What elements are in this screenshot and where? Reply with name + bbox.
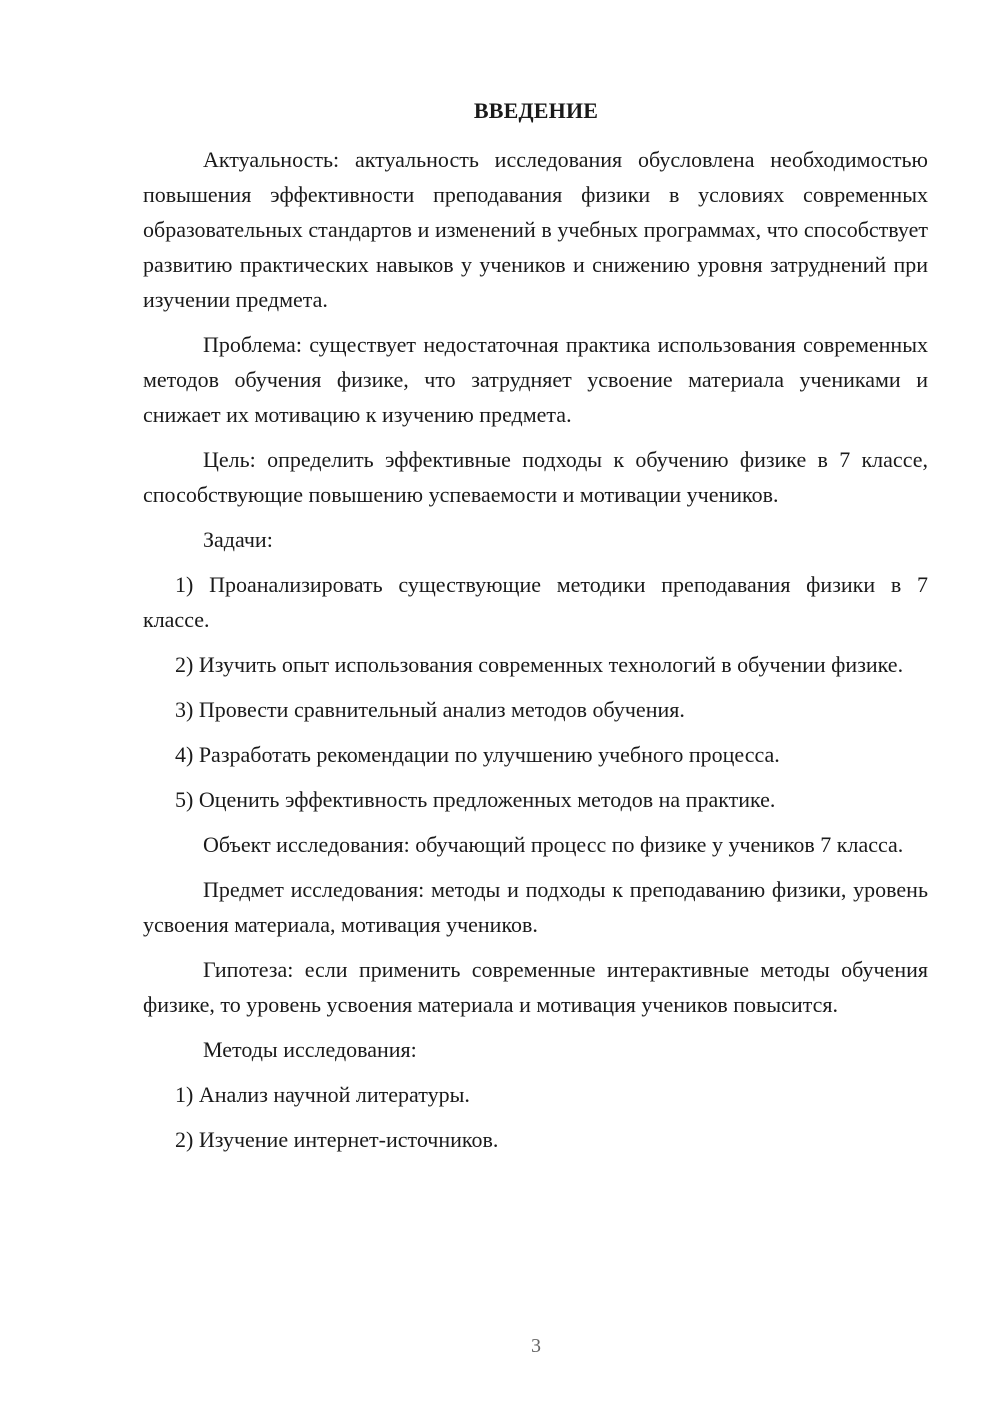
method-item: 1) Анализ научной литературы. bbox=[175, 1082, 470, 1107]
task-item: 5) Оценить эффективность предложенных методов на практике. bbox=[175, 787, 776, 812]
task-item: 3) Провести сравнительный анализ методов обучения. bbox=[175, 697, 685, 722]
task-item: 1) Проанализировать существующие методики преподавания физики в 7 классе. bbox=[143, 572, 928, 632]
hypothesis-paragraph: Гипотеза: если применить современные интерактивные методы обучения физике, то уровень усвоения материала и мотивация учеников повысится. bbox=[143, 957, 928, 1017]
methods-title: Методы исследования: bbox=[203, 1037, 417, 1062]
document-body bbox=[143, 142, 928, 1167]
subject-paragraph: Предмет исследования: методы и подходы к преподаванию физики, уровень усвоения материала, мотивация учеников. bbox=[143, 877, 928, 937]
method-item: 2) Изучение интернет-источников. bbox=[175, 1127, 499, 1152]
section-heading: ВВЕДЕНИЕ bbox=[473, 98, 599, 123]
relevance-paragraph: Актуальность: актуальность исследования обусловлена необходимостью повышения эффективности преподавания физики в условиях современных образовательных стандартов и изменений в учебных программах, что способствует развитию практических навыков у учеников и снижению уровня затруднений при изучении предмета. bbox=[143, 147, 928, 312]
task-item: 4) Разработать рекомендации по улучшению учебного процесса. bbox=[175, 742, 780, 767]
task-item: 2) Изучить опыт использования современных технологий в обучении физике. bbox=[175, 652, 904, 677]
goal-paragraph: Цель: определить эффективные подходы к обучению физике в 7 классе, способствующие повышению успеваемости и мотивации учеников. bbox=[143, 447, 928, 507]
problem-paragraph: Проблема: существует недостаточная практика использования современных методов обучения физике, что затрудняет усвоение материала учениками и снижает их мотивацию к изучению предмета. bbox=[143, 332, 928, 427]
object-paragraph: Объект исследования: обучающий процесс по физике у учеников 7 класса. bbox=[203, 832, 904, 857]
tasks-title: Задачи: bbox=[203, 527, 273, 552]
page-number: 3 bbox=[531, 1335, 541, 1357]
